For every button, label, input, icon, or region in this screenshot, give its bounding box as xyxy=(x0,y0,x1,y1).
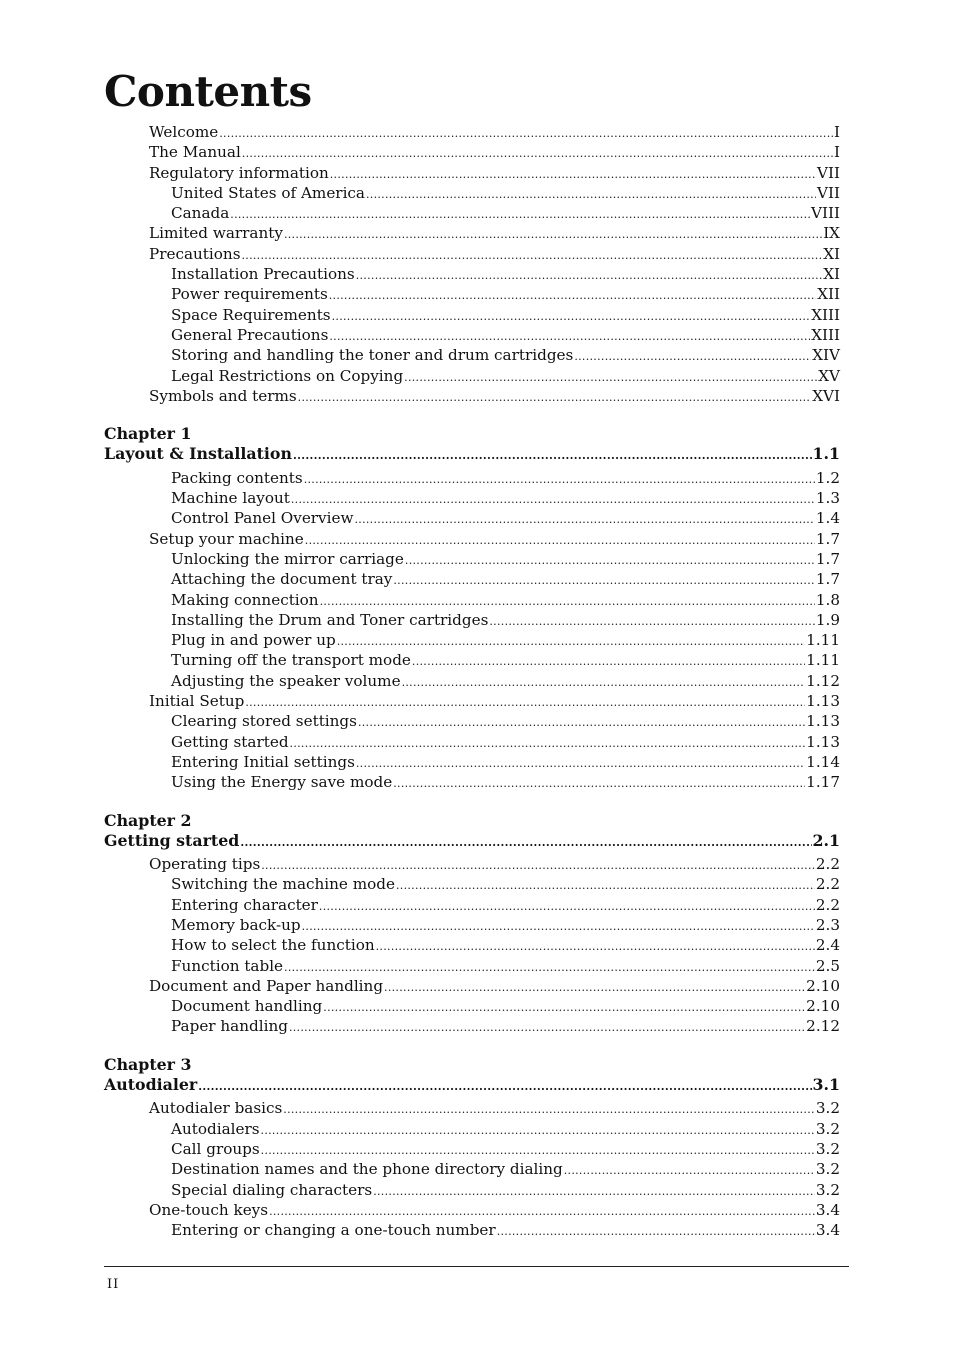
dot-leader xyxy=(198,1077,811,1097)
toc-entry-page: 2.3 xyxy=(815,915,840,934)
toc-entry[interactable] xyxy=(104,976,840,996)
toc-entry-label: Power requirements xyxy=(171,285,328,304)
toc-entry-page: 1.9 xyxy=(815,610,840,629)
toc-entry-label: Plug in and power up xyxy=(171,631,336,650)
toc-entry-label: Using the Energy save mode xyxy=(171,773,393,792)
toc-entry[interactable] xyxy=(104,1016,840,1036)
toc-entry[interactable] xyxy=(104,244,840,264)
toc-entry-label: Legal Restrictions on Copying xyxy=(171,366,404,385)
chapter-heading: Chapter 1 xyxy=(104,424,192,444)
toc-entry-page: VII xyxy=(817,163,840,182)
toc-entry-label: Installation Precautions xyxy=(171,265,355,284)
dot-leader xyxy=(284,225,822,245)
toc-entry[interactable] xyxy=(104,691,840,711)
dot-leader xyxy=(405,551,815,571)
toc-entry-page: 1.11 xyxy=(806,651,840,670)
toc-entry-label: Getting started xyxy=(171,732,289,751)
toc-entry[interactable] xyxy=(104,956,840,976)
toc-entry-page: 1.1 xyxy=(812,444,840,464)
toc-entry-page: XII xyxy=(817,285,840,304)
chapter-title-entry[interactable] xyxy=(104,444,840,464)
toc-entry-page: 1.2 xyxy=(815,468,840,487)
toc-entry-label: Document and Paper handling xyxy=(149,976,384,995)
toc-entry[interactable] xyxy=(104,630,840,650)
toc-entry[interactable] xyxy=(104,305,840,325)
dot-leader xyxy=(329,286,816,306)
toc-entry-label: Regulatory information xyxy=(149,163,329,182)
toc-entry-label: Welcome xyxy=(149,123,219,141)
dot-leader xyxy=(304,470,815,490)
chapter-heading: Chapter 3 xyxy=(104,1054,192,1074)
dot-leader xyxy=(245,693,805,713)
dot-leader xyxy=(393,571,814,591)
toc-entry-page: 1.12 xyxy=(806,671,840,690)
toc-entry-label: Paper handling xyxy=(171,1017,288,1036)
chapter-heading: Chapter 2 xyxy=(104,810,192,830)
toc-entry-label: Special dialing characters xyxy=(171,1180,373,1199)
toc-entry[interactable] xyxy=(104,1139,840,1159)
dot-leader xyxy=(261,856,815,876)
toc-entry-label: Memory back-up xyxy=(171,915,301,934)
toc-entry-label: Autodialers xyxy=(171,1119,260,1138)
dot-leader xyxy=(298,388,812,408)
toc-entry[interactable] xyxy=(104,1159,840,1179)
chapter-title-entry[interactable] xyxy=(104,831,840,851)
toc-entry-page: 1.13 xyxy=(806,712,840,731)
toc-entry-label: One-touch keys xyxy=(149,1200,269,1219)
toc-entry[interactable] xyxy=(104,590,840,610)
toc-entry-label: Setup your machine xyxy=(149,529,304,548)
toc-entry-page: 1.13 xyxy=(806,732,840,751)
toc-entry-page: 3.2 xyxy=(815,1099,840,1118)
toc-entry-page: 1.7 xyxy=(815,529,840,548)
toc-entry-page: VII xyxy=(817,183,840,202)
toc-entry-page: IX xyxy=(823,224,840,243)
toc-entry-label: Storing and handling the toner and drum cartridges xyxy=(171,346,574,365)
page-title: Contents xyxy=(104,67,312,116)
dot-leader xyxy=(393,774,805,794)
toc-entry-label: Initial Setup xyxy=(149,692,245,711)
toc-entry-page: I xyxy=(834,123,840,141)
dot-leader xyxy=(404,368,817,388)
toc-entry-label: Unlocking the mirror carriage xyxy=(171,549,404,568)
toc-entry[interactable] xyxy=(104,854,840,874)
toc-entry-label: Turning off the transport mode xyxy=(171,651,411,670)
toc-entry-label: Installing the Drum and Toner cartridges xyxy=(171,610,489,629)
toc-entry-page: 2.5 xyxy=(815,956,840,975)
toc-entry-page: 2.12 xyxy=(806,1017,840,1036)
toc-entry-page: 1.13 xyxy=(806,692,840,711)
toc-entry-label: Machine layout xyxy=(171,489,290,508)
toc-entry-label: Getting started xyxy=(104,830,240,850)
dot-leader xyxy=(355,510,815,530)
toc-entry-label: Autodialer basics xyxy=(149,1099,283,1118)
toc-entry[interactable] xyxy=(104,1180,840,1200)
toc-entry[interactable] xyxy=(104,203,840,223)
toc-entry-label: Entering character xyxy=(171,895,318,914)
toc-entry-page: 2.1 xyxy=(812,830,840,850)
dot-leader xyxy=(230,205,810,225)
dot-leader xyxy=(489,612,814,632)
toc-entry[interactable] xyxy=(104,549,840,569)
toc-entry-label: Call groups xyxy=(171,1139,260,1158)
toc-entry-label: Entering or changing a one-touch number xyxy=(171,1221,496,1240)
toc-entry-page: 1.17 xyxy=(806,773,840,792)
toc-entry-label: Control Panel Overview xyxy=(171,509,354,528)
toc-entry[interactable] xyxy=(104,895,840,915)
dot-leader xyxy=(376,937,815,957)
dot-leader xyxy=(284,958,815,978)
toc-entry-page: 3.2 xyxy=(815,1160,840,1179)
toc-entry-page: XIII xyxy=(811,325,840,344)
toc-entry-label: How to select the function xyxy=(171,936,375,955)
toc-entry-page: 3.2 xyxy=(815,1119,840,1138)
toc-entry-label: Packing contents xyxy=(171,468,303,487)
toc-entry[interactable] xyxy=(104,488,840,508)
toc-entry-label: Operating tips xyxy=(149,855,261,874)
toc-entry-page: 2.10 xyxy=(806,976,840,995)
dot-leader xyxy=(293,446,812,466)
dot-leader xyxy=(269,1202,815,1222)
toc-entry-page: 2.4 xyxy=(815,936,840,955)
dot-leader xyxy=(574,347,811,367)
toc-entry[interactable] xyxy=(104,345,840,365)
dot-leader xyxy=(358,713,805,733)
toc-entry-label: Autodialer xyxy=(104,1075,198,1095)
toc-entry-page: 3.2 xyxy=(815,1139,840,1158)
toc-entry[interactable] xyxy=(104,671,840,691)
chapter-title-entry[interactable] xyxy=(104,1075,840,1095)
toc-entry-page: XI xyxy=(823,244,840,263)
toc-entry[interactable] xyxy=(104,183,840,203)
toc-entry[interactable] xyxy=(104,915,840,935)
toc-entry[interactable] xyxy=(104,264,840,284)
toc-entry[interactable] xyxy=(104,1098,840,1118)
toc-entry[interactable] xyxy=(104,935,840,955)
dot-leader xyxy=(332,307,811,327)
toc-entry-page: 1.7 xyxy=(815,549,840,568)
toc-entry-label: Clearing stored settings xyxy=(171,712,357,731)
toc-entry[interactable] xyxy=(104,386,840,406)
toc-entry[interactable] xyxy=(104,1119,840,1139)
dot-leader xyxy=(291,490,815,510)
dot-leader xyxy=(289,1018,805,1038)
dot-leader xyxy=(290,734,806,754)
toc-entry-page: I xyxy=(834,143,840,162)
toc-entry-page: VIII xyxy=(811,204,840,223)
toc-entry[interactable] xyxy=(104,529,840,549)
toc-entry-page: XIII xyxy=(811,305,840,324)
toc-entry-label: Canada xyxy=(171,204,230,223)
toc-entry-page: 2.2 xyxy=(815,875,840,894)
toc-entry[interactable] xyxy=(104,610,840,630)
toc-entry-page: 1.3 xyxy=(815,489,840,508)
dot-leader xyxy=(497,1222,815,1242)
toc-entry-page: 1.11 xyxy=(806,631,840,650)
dot-leader xyxy=(219,124,833,144)
dot-leader xyxy=(384,978,805,998)
toc-entry[interactable] xyxy=(104,163,840,183)
dot-leader xyxy=(356,754,805,774)
dot-leader xyxy=(329,327,810,347)
toc-entry[interactable] xyxy=(104,122,840,142)
dot-leader xyxy=(373,1182,815,1202)
footer-rule xyxy=(104,1266,849,1267)
toc-entry-page: 3.4 xyxy=(815,1221,840,1240)
toc-entry-page: 1.8 xyxy=(815,590,840,609)
toc-entry-page: 3.1 xyxy=(812,1075,840,1095)
toc-entry[interactable] xyxy=(104,508,840,528)
dot-leader xyxy=(261,1141,815,1161)
toc-entry-label: The Manual xyxy=(149,143,241,162)
dot-leader xyxy=(261,1121,815,1141)
toc-entry-label: Entering Initial settings xyxy=(171,752,355,771)
toc-entry-label: Symbols and terms xyxy=(149,386,297,405)
dot-leader xyxy=(330,165,816,185)
toc-entry-label: Document handling xyxy=(171,997,323,1016)
dot-leader xyxy=(412,652,805,672)
toc-entry-page: 3.4 xyxy=(815,1200,840,1219)
toc-entry[interactable] xyxy=(104,325,840,345)
toc-entry[interactable] xyxy=(104,772,840,792)
dot-leader xyxy=(319,897,815,917)
toc-entry-label: Space Requirements xyxy=(171,305,331,324)
page-number: II xyxy=(107,1277,120,1292)
dot-leader xyxy=(242,246,823,266)
dot-leader xyxy=(366,185,816,205)
toc-entry-label: General Precautions xyxy=(171,325,329,344)
toc-entry[interactable] xyxy=(104,223,840,243)
toc-entry[interactable] xyxy=(104,569,840,589)
toc-entry-label: Making connection xyxy=(171,590,319,609)
toc-entry[interactable] xyxy=(104,752,840,772)
dot-leader xyxy=(323,998,805,1018)
toc-entry-page: XI xyxy=(823,265,840,284)
toc-entry-page: 3.2 xyxy=(815,1180,840,1199)
dot-leader xyxy=(320,592,815,612)
toc-entry[interactable] xyxy=(104,468,840,488)
toc-entry-page: XV xyxy=(818,366,840,385)
toc-entry-label: Limited warranty xyxy=(149,224,283,243)
dot-leader xyxy=(402,673,806,693)
dot-leader xyxy=(356,266,822,286)
toc-entry[interactable] xyxy=(104,711,840,731)
toc-entry-label: Attaching the document tray xyxy=(171,570,393,589)
toc-entry-page: XVI xyxy=(812,386,840,405)
toc-entry-page: XIV xyxy=(812,346,840,365)
toc-entry[interactable] xyxy=(104,1220,840,1240)
dot-leader xyxy=(283,1100,815,1120)
toc-entry[interactable] xyxy=(104,650,840,670)
table-of-contents xyxy=(104,122,840,1240)
dot-leader xyxy=(337,632,805,652)
toc-entry-page: 1.7 xyxy=(815,570,840,589)
toc-entry-label: Precautions xyxy=(149,244,241,263)
toc-entry-label: Destination names and the phone directory dialing xyxy=(171,1160,563,1179)
dot-leader xyxy=(564,1161,815,1181)
toc-entry[interactable] xyxy=(104,284,840,304)
toc-entry-label: United States of America xyxy=(171,183,365,202)
toc-entry-page: 2.2 xyxy=(815,855,840,874)
dot-leader xyxy=(242,144,833,164)
dot-leader xyxy=(302,917,815,937)
toc-entry-page: 1.14 xyxy=(806,752,840,771)
toc-entry[interactable] xyxy=(104,732,840,752)
dot-leader xyxy=(305,531,815,551)
toc-entry-label: Switching the machine mode xyxy=(171,875,395,894)
toc-entry-label: Adjusting the speaker volume xyxy=(171,671,401,690)
toc-entry[interactable] xyxy=(104,996,840,1016)
toc-entry[interactable] xyxy=(104,874,840,894)
toc-entry[interactable] xyxy=(104,142,840,162)
toc-entry[interactable] xyxy=(104,1200,840,1220)
toc-entry-label: Layout & Installation xyxy=(104,444,292,464)
toc-entry-page: 1.4 xyxy=(815,509,840,528)
dot-leader xyxy=(396,876,815,896)
toc-entry[interactable] xyxy=(104,366,840,386)
dot-leader xyxy=(240,833,811,853)
toc-entry-page: 2.2 xyxy=(815,895,840,914)
toc-entry-label: Function table xyxy=(171,956,284,975)
toc-entry-page: 2.10 xyxy=(806,997,840,1016)
